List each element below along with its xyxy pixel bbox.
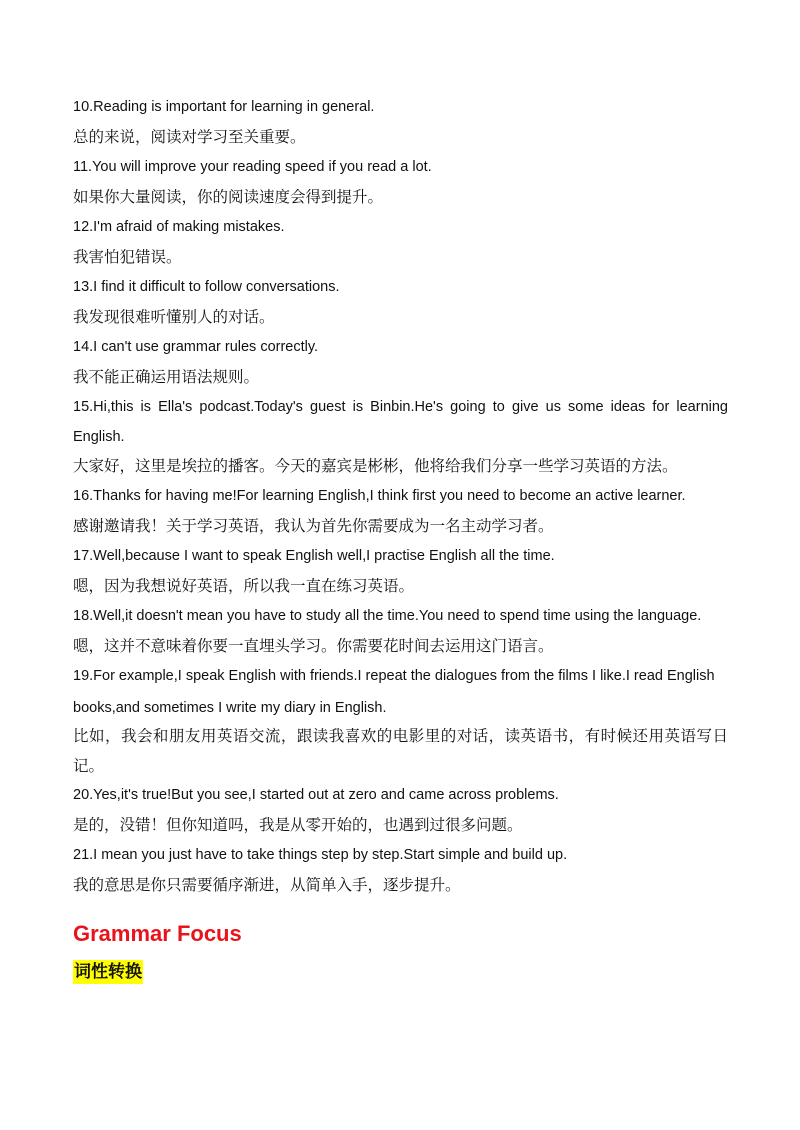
sentence-en-15: 15.Hi,this is Ella's podcast.Today's guest is Binbin.He's going to give us some ideas for learning English.: [73, 399, 728, 445]
sentence-en-10: 10.Reading is important for learning in general.: [73, 99, 375, 115]
sentence-zh-21: 我的意思是你只需要循序渐进，从简单入手，逐步提升。: [73, 876, 461, 894]
section-subheading: 词性转换: [74, 962, 142, 982]
sentence-en-12: 12.I'm afraid of making mistakes.: [73, 219, 285, 235]
sentence-en-20: 20.Yes,it's true!But you see,I started out at zero and came across problems.: [73, 787, 559, 803]
sentence-zh-11: 如果你大量阅读，你的阅读速度会得到提升。: [73, 188, 384, 206]
sentence-en-19: 19.For example,I speak English with friends.I repeat the dialogues from the films I like.I read English books,and sometimes I write my diary in English.: [73, 668, 715, 716]
sentence-zh-18: 嗯，这并不意味着你要一直埋头学习。你需要花时间去运用这门语言。: [73, 637, 554, 655]
sentence-en-21: 21.I mean you just have to take things step by step.Start simple and build up.: [73, 847, 568, 863]
sentence-zh-13: 我发现很难听懂别人的对话。: [73, 308, 275, 326]
sentence-zh-19: 比如，我会和朋友用英语交流，跟读我喜欢的电影里的对话，读英语书，有时候还用英语写日记。: [73, 727, 728, 775]
sentence-en-13: 13.I find it difficult to follow conversations.: [73, 279, 340, 295]
section-heading: Grammar Focus: [73, 921, 242, 946]
sentence-en-17: 17.Well,because I want to speak English well,I practise English all the time.: [73, 548, 555, 564]
sentence-en-11: 11.You will improve your reading speed if you read a lot.: [73, 159, 432, 175]
sentence-zh-10: 总的来说，阅读对学习至关重要。: [73, 128, 306, 146]
document-page: [73, 96, 728, 984]
sentence-zh-16: 感谢邀请我！关于学习英语，我认为首先你需要成为一名主动学习者。: [73, 517, 554, 535]
sentence-zh-15: 大家好，这里是埃拉的播客。今天的嘉宾是彬彬，他将给我们分享一些学习英语的方法。: [73, 457, 678, 475]
sentence-zh-17: 嗯，因为我想说好英语，所以我一直在练习英语。: [73, 577, 415, 595]
sentence-zh-12: 我害怕犯错误。: [73, 248, 182, 266]
sentence-en-16: 16.Thanks for having me!For learning English,I think first you need to become an active learner.: [73, 488, 686, 504]
sentence-zh-20: 是的，没错！但你知道吗，我是从零开始的，也遇到过很多问题。: [73, 816, 523, 834]
sentence-en-14: 14.I can't use grammar rules correctly.: [73, 339, 319, 355]
sentence-en-18: 18.Well,it doesn't mean you have to study all the time.You need to spend time using the language.: [73, 608, 702, 624]
sentence-zh-14: 我不能正确运用语法规则。: [73, 368, 260, 386]
